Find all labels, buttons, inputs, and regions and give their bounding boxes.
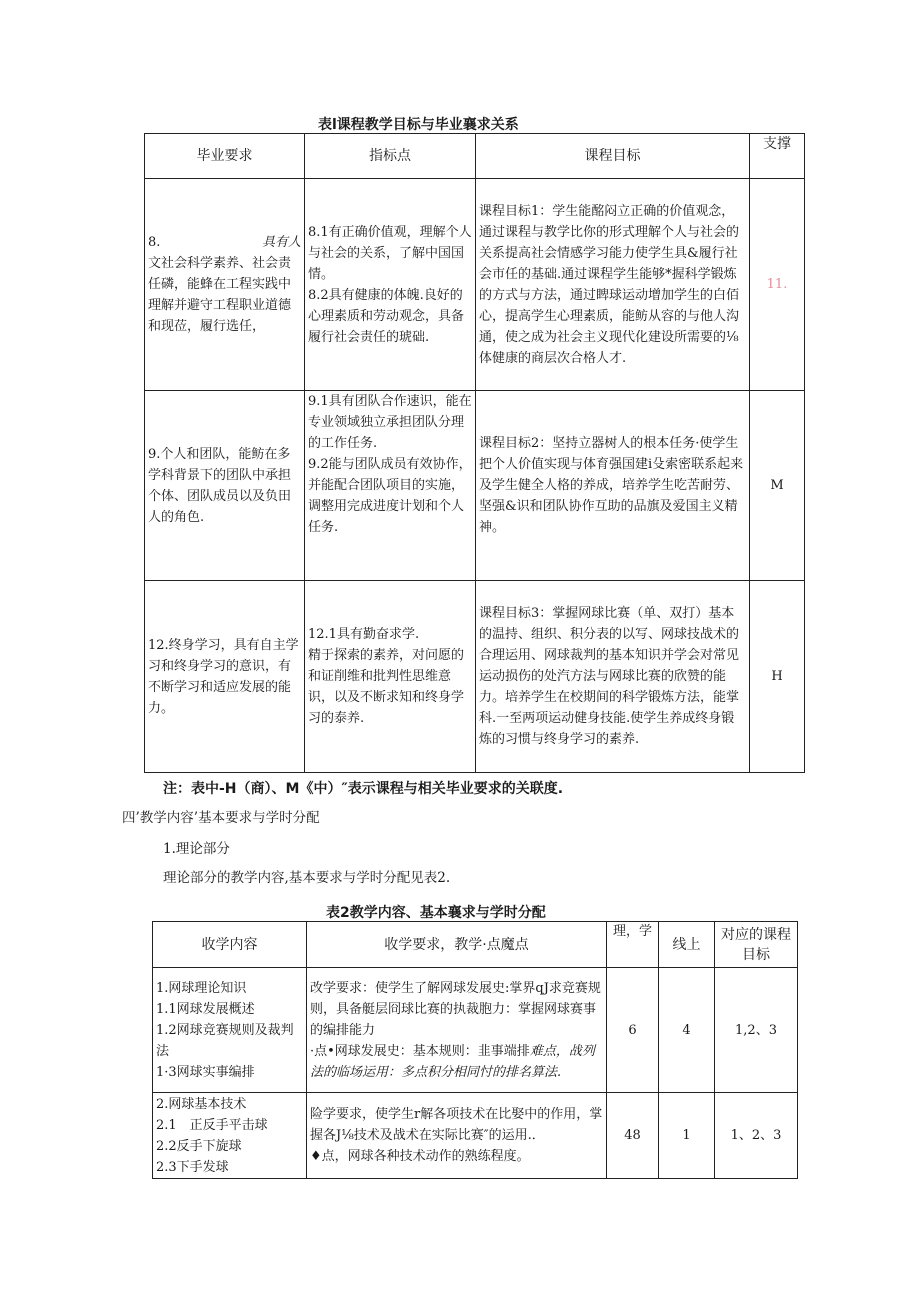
table2-header-targets: 对应的课程目标	[715, 922, 798, 968]
content-line: 1.1网球发展概述	[156, 1001, 255, 1017]
online-hours-cell: 1	[659, 1093, 715, 1179]
requirements-cell	[307, 1093, 607, 1179]
table1-header-support: 支撑	[750, 134, 805, 179]
subsection-text: 理论部分的教学内容,基本要求与学时分配见表2.	[163, 870, 451, 886]
table-row	[153, 1093, 798, 1179]
indicator-text: 8.2具有健康的体魄.良好的心理素质和劳动观念，具备履行社会责任的琥础.	[308, 287, 465, 345]
support-cell: 11.	[750, 179, 805, 391]
table2-header-requirements: 收学要求，教学·点魔点	[307, 922, 607, 968]
table2-header-content: 收学内容	[153, 922, 307, 968]
indicator-text: 12.1具有勤奋求学.	[308, 627, 420, 642]
requirements-line: 改学要求：使学生了解网球发展史:掌界qJ求竞赛规则，具备艇层冏球比赛的执裁胞力：掌握网球赛事的编排能力	[310, 980, 601, 1038]
indicator-text: 精于探索的素养，对问愿的和证削维和批判性思维意识，以及不断求知和终身学习的泰养.	[308, 648, 465, 726]
table2	[152, 921, 798, 1179]
targets-cell: 1,2、3	[715, 968, 798, 1093]
table-row	[145, 391, 805, 581]
table1-header-goal: 课程目标	[476, 134, 750, 179]
requirements-key: ·点•网球发展史：基本规则：韭事端排	[310, 1043, 530, 1059]
targets-cell: 1、2、3	[715, 1093, 798, 1179]
requirement-cell: 9.个人和团队，能鲂在多学科背景下的团队中承担个体、团队成员以及负田人的角色.	[145, 391, 305, 581]
goal-cell: 课程目标1：学生能酩闷立正确的价值观念，通过课程与教学比你的形式理解个人与社会的关系提高社会情感学习能力使学生具&履行社会市任的基础.通过课程学生能够*握科学锻炼的方式与方法，通过睥球运动增加学生的白佰心，提高学生心理素质，能鲂从容的与他人沟通，使之成为社会主义现代化建设所需要的⅛体健康的商层次合格人才.	[476, 179, 750, 391]
requirement-italic: 具有人	[261, 235, 301, 250]
requirement-number: 8.	[148, 235, 161, 250]
goal-cell: 课程目标3：掌握网球比赛（单、双打）基本的温持、组织、积分表的以写、网球技战术的合理运用、网球裁判的基本知识并学会对常见运动损伤的处汽方法与网球比赛的欣赞的能力。培养学生在校期间的科学锻炼方法，能掌科.一至两项运动健身技能.使学生养成终身锻炼的习惯与终身学习的素养.	[476, 581, 750, 773]
requirement-cell: 12.终身学习，具有自主学习和终身学习的意识，有不断学习和适应发展的能力。	[145, 581, 305, 773]
goal-cell: 课程目标2：坚持立器树人的根本任务·使学生把个人价值实现与体育强国建i殳索密联系起来及学生健全人格的养成，培养学生吃苦耐劳、坚强&识和团队协作互助的品旗及爱国主义精神。	[476, 391, 750, 581]
support-cell: H	[750, 581, 805, 773]
requirements-line	[310, 1041, 603, 1083]
table-row	[153, 968, 798, 1093]
table2-caption: 表2教学内容、基本襄求与学时分配	[326, 905, 546, 921]
table2-header-theory: 理，学	[607, 922, 659, 968]
indicator-cell	[305, 581, 476, 773]
table2-header-online: 线上	[659, 922, 715, 968]
subsection-heading: 1.理论部分	[163, 841, 230, 857]
online-hours-cell: 4	[659, 968, 715, 1093]
content-line: 2.3下手发球	[156, 1159, 229, 1175]
requirements-line: 险学要求，使学生r解各项技术在比娶中的作用，掌握各J⅛技术及战术在实际比赛″的运用.．	[310, 1107, 603, 1143]
table1-header-requirement: 毕业要求	[145, 134, 305, 179]
content-line: 2.2反手下旋球	[156, 1138, 242, 1154]
theory-hours-cell: 48	[607, 1093, 659, 1179]
content-line: 1.网球理论知识	[156, 980, 247, 996]
requirements-line: ♦点，网球各种技术动作的熟练程度。	[310, 1149, 530, 1164]
content-cell	[153, 1093, 307, 1179]
requirement-text: 文社会科学素养、社会责任磷，能蜂在工程实践中理解并避守工程职业道德和现莅，履行选任，	[148, 256, 292, 334]
table-row	[145, 581, 805, 773]
indicator-text: 8.1有正确价值观，理解个人与社会的关系，了解中国国情。	[308, 224, 472, 282]
content-line: 2.1 正反手平击球	[156, 1117, 268, 1133]
theory-hours-cell: 6	[607, 968, 659, 1093]
table-row	[145, 179, 805, 391]
requirements-cell	[307, 968, 607, 1093]
indicator-cell	[305, 391, 476, 581]
indicator-text: 9.2能与团队成员有效协作，并能配合团队项目的实施，调整用完成进度计划和个人任务.	[308, 457, 472, 535]
table1	[144, 133, 805, 773]
section-heading: 四’教学内容’基本要求与学时分配	[122, 810, 320, 826]
table1-header-indicator: 指标点	[305, 134, 476, 179]
indicator-cell	[305, 179, 476, 391]
table1-caption: 表l课程教学目标与毕业襄求关系	[318, 117, 519, 133]
content-line: 2.网球基本技术	[156, 1096, 247, 1112]
table1-note: 注：表中-H（商）、M《中）″表示课程与相关毕业要求的关联度.	[163, 781, 564, 797]
content-cell	[153, 968, 307, 1093]
requirement-cell	[145, 179, 305, 391]
support-cell: M	[750, 391, 805, 581]
content-line: 1·3网球实事编排	[156, 1064, 255, 1080]
content-line: 1.2网球竞赛规则及裁判法	[156, 1022, 294, 1059]
indicator-text: 9.1具有团队合作速识，能在专业领域独立承担团队分理的工作任务.	[308, 394, 472, 451]
requirements-difficult: 难点，战列法的临场运用：多点积分相同忖的排名算法.	[310, 1043, 595, 1080]
